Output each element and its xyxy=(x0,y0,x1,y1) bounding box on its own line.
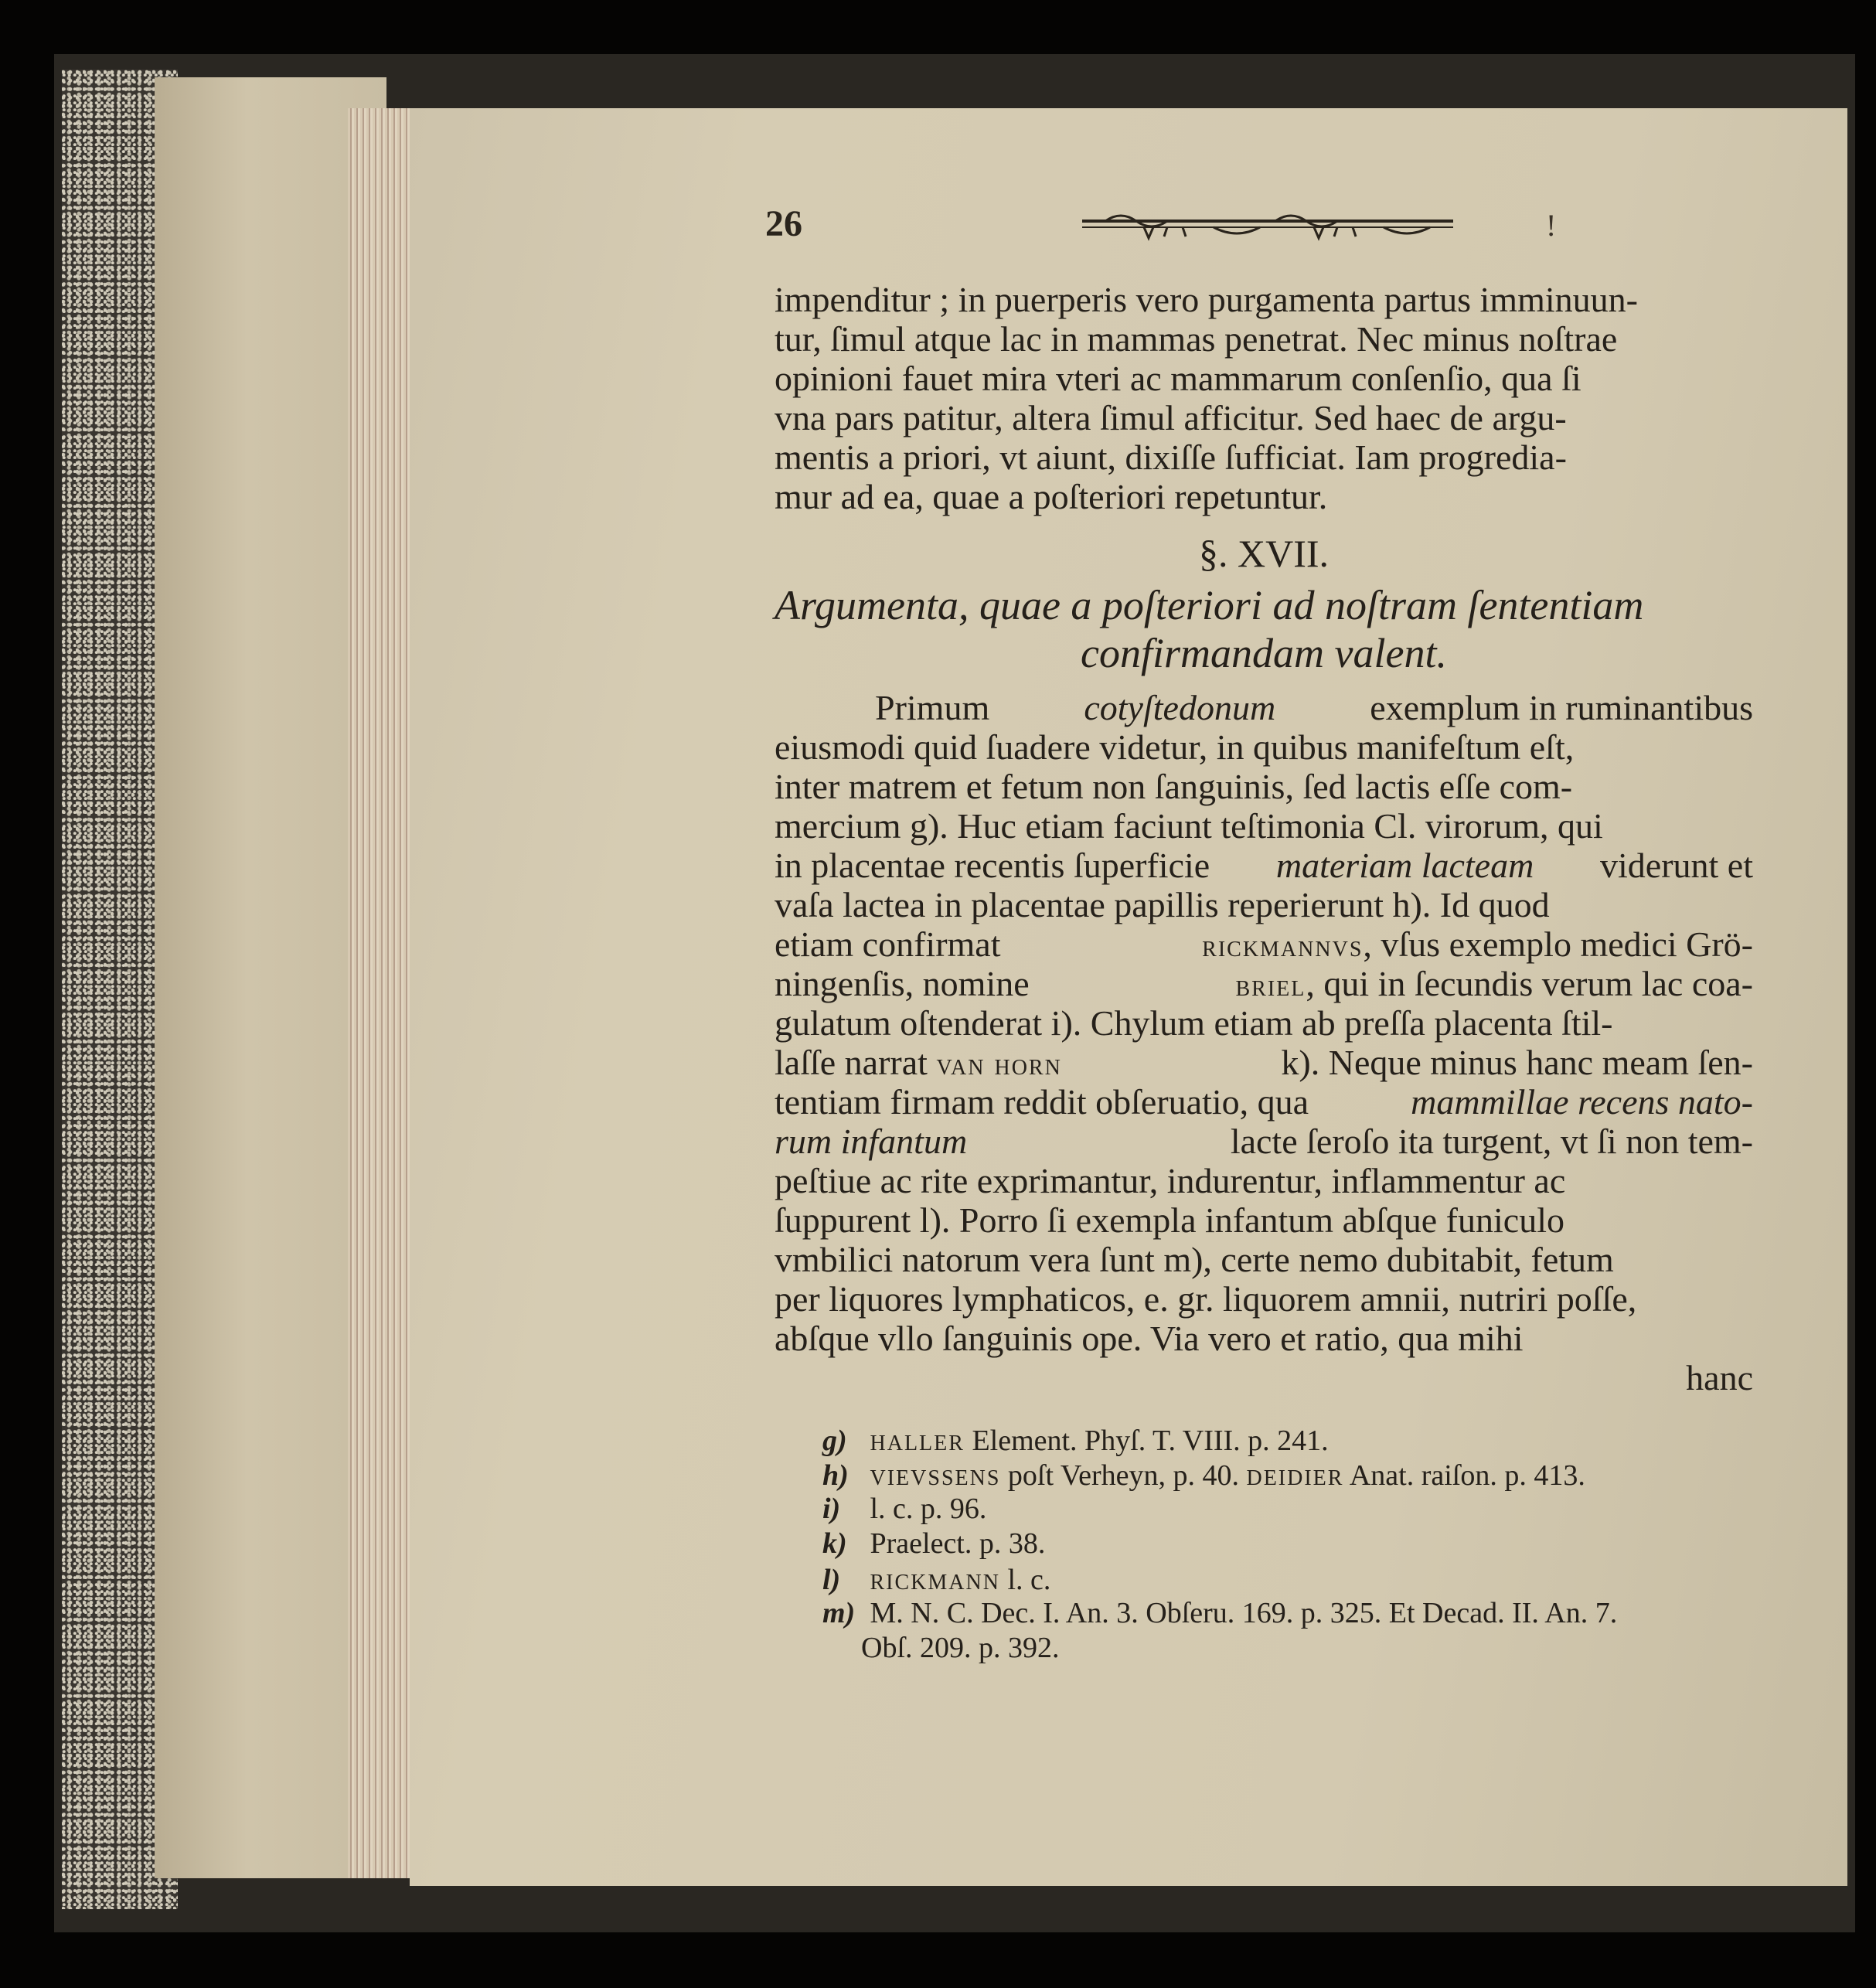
text-line: ſuppurent l). Porro ſi exempla infantum abſque funiculo xyxy=(775,1200,1564,1240)
text-line: peſtiue ac rite exprimantur, indurentur, inflammentur ac xyxy=(775,1161,1566,1200)
text-line: vmbilici natorum vera ſunt m), certe nemo dubitabit, fetum xyxy=(775,1240,1614,1279)
footnote-text: poſt Verheyn, p. 40. xyxy=(1007,1459,1239,1492)
section-title xyxy=(775,581,1753,677)
text-span: , qui in ſecundis verum lac coa- xyxy=(1306,964,1753,1003)
text-line: opinioni fauet mira vteri ac mammarum conſenſio, qua ſi xyxy=(775,359,1581,398)
footnote-text: Anat. raiſon. p. 413. xyxy=(1349,1459,1585,1492)
page-stack-edges xyxy=(348,108,417,1878)
author-name: van horn xyxy=(936,1047,1062,1081)
footnote-text: Element. Phyſ. T. VIII. p. 241. xyxy=(972,1425,1329,1457)
text-span: exemplum in ruminantibus xyxy=(1370,688,1753,727)
author-name: deidier xyxy=(1246,1457,1344,1492)
footnote xyxy=(822,1492,1750,1527)
ornament-icon xyxy=(1074,207,1461,241)
text-line: impenditur ; in puerperis vero purgamenta partus imminuun- xyxy=(775,280,1638,319)
text-line: eiusmodi quid ſuadere videtur, in quibus manifeſtum eſt, xyxy=(775,727,1575,767)
section-title-line: Argumenta, quae a poſteriori ad noſtram ſententiam xyxy=(775,582,1644,628)
author-name: rickmann xyxy=(870,1561,1000,1596)
footnote xyxy=(822,1527,1750,1561)
text-line: mur ad ea, quae a poſteriori repetuntur. xyxy=(775,477,1328,516)
text-line: tur, ſimul atque lac in mammas penetrat. Nec minus noſtrae xyxy=(775,319,1618,359)
footnote-mark: i) xyxy=(822,1493,841,1525)
footnote-continuation: Obſ. 209. p. 392. xyxy=(861,1632,1060,1664)
catchword: hanc xyxy=(1686,1358,1753,1397)
footnote xyxy=(822,1422,1750,1457)
text-line: mercium g). Huc etiam faciunt teſtimonia Cl. virorum, qui xyxy=(775,806,1603,846)
text-span-italic: mammillae recens nato- xyxy=(1411,1082,1753,1122)
footnote-mark: l) xyxy=(822,1564,841,1596)
text-span: Primum xyxy=(875,688,990,727)
text-line xyxy=(775,924,1753,964)
text-span-italic: cotyſtedonum xyxy=(1084,688,1276,727)
text-line xyxy=(775,688,1753,727)
text-span-italic: rum infantum xyxy=(775,1122,968,1161)
page-number: 26 xyxy=(765,203,802,244)
text-span: k). Neque minus hanc meam ſen- xyxy=(1281,1043,1753,1082)
text-line xyxy=(775,1122,1753,1161)
footnote xyxy=(822,1596,1750,1631)
author-name: rickmannvs xyxy=(1202,928,1364,963)
footnote-text: M. N. C. Dec. I. An. 3. Obſeru. 169. p. 325. Et Decad. II. An. 7. xyxy=(870,1597,1618,1629)
section-number: §. XVII. xyxy=(1198,532,1330,575)
text-line: vaſa lactea in placentae papillis reperierunt h). Id quod xyxy=(775,885,1550,924)
author-name: vievssens xyxy=(870,1457,1001,1492)
text-line xyxy=(775,964,1753,1003)
text-span: viderunt et xyxy=(1600,846,1753,885)
text-span: in placentae recentis ſuperficie xyxy=(775,846,1210,885)
footnote xyxy=(822,1561,1750,1596)
footnote-mark: h) xyxy=(822,1459,849,1492)
page-header xyxy=(765,203,1770,249)
text-span: tentiam firmam reddit obſeruatio, qua xyxy=(775,1082,1309,1122)
text-span-italic: materiam lacteam xyxy=(1275,846,1534,885)
text-line: inter matrem et fetum non ſanguinis, ſed lactis eſſe com- xyxy=(775,767,1573,806)
footnote-text: l. c. xyxy=(1007,1564,1051,1596)
main-text xyxy=(775,280,1753,1397)
text-line xyxy=(775,1043,1753,1082)
author-name: haller xyxy=(870,1422,965,1457)
text-line: gulatum oſtenderat i). Chylum etiam ab preſſa placenta ſtil- xyxy=(775,1003,1613,1043)
footnotes xyxy=(822,1422,1750,1666)
footnote-text: Praelect. p. 38. xyxy=(870,1527,1046,1560)
author-name: briel xyxy=(1235,968,1306,1003)
text-span: etiam confirmat xyxy=(775,924,1001,964)
footnote-text: l. c. p. 96. xyxy=(870,1493,987,1525)
text-span: , vſus exemplo medici Grö- xyxy=(1363,924,1753,964)
text-span: ningenſis, nomine xyxy=(775,964,1030,1003)
text-line: vna pars patitur, altera ſimul afficitur. Sed haec de argu- xyxy=(775,398,1567,437)
text-line xyxy=(775,1082,1753,1122)
text-line: mentis a priori, vt aiunt, dixiſſe ſufficiat. Iam progredia- xyxy=(775,437,1567,477)
text-line xyxy=(775,846,1753,885)
footnote xyxy=(822,1457,1750,1492)
text-span: lacte ſeroſo ita turgent, vt ſi non tem- xyxy=(1230,1122,1753,1161)
text-span: laſſe narrat xyxy=(775,1043,928,1082)
footnote-mark: g) xyxy=(822,1425,847,1457)
text-line: abſque vllo ſanguinis ope. Via vero et ratio, qua mihi xyxy=(775,1319,1524,1358)
footnote-mark: m) xyxy=(822,1597,856,1629)
footnote-mark: k) xyxy=(822,1527,847,1560)
text-line: per liquores lymphaticos, e. gr. liquorem amnii, nutriri poſſe, xyxy=(775,1279,1637,1319)
margin-mark: ! xyxy=(1546,208,1557,243)
section-title-line: confirmandam valent. xyxy=(1081,630,1447,676)
